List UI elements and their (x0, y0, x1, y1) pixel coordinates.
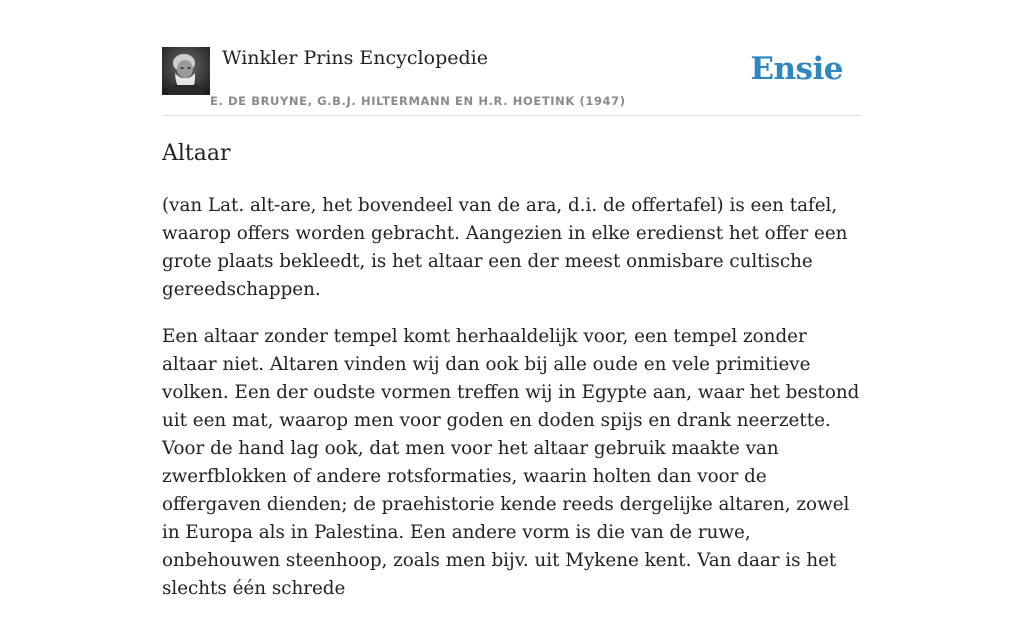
publication-title[interactable]: Winkler Prins Encyclopedie (222, 47, 488, 69)
portrait-icon (162, 47, 210, 95)
article-body (162, 192, 862, 622)
entry-title: Altaar (162, 141, 231, 166)
author-avatar[interactable] (162, 47, 210, 95)
site-header (162, 0, 862, 116)
paragraph: Een altaar zonder tempel komt herhaaldelijk voor, een tempel zonder altaar niet. Altaren vinden wij dan ook bij alle oude en vele primitieve volken. Een der oudste vormen treffen wij in Egypte aan, waar het bestond uit een mat, waarop men voor goden en doden spijs en drank neerzette. Voor de hand lag ook, dat men voor het altaar gebruik maakte van zwerfblokken of andere rotsformaties, waarin holten dan voor de offergaven dienden; de praehistorie kende reeds dergelijke altaren, zowel in Europa als in Palestina. Een andere vorm is die van de ruwe, onbehouwen steenhoop, zoals men bijv. uit Mykene kent. Van daar is het slechts één schrede (162, 326, 860, 599)
author-credits: E. DE BRUYNE, G.B.J. HILTERMANN EN H.R. HOETINK (1947) (210, 94, 626, 108)
brand-logo[interactable]: Ensie (750, 51, 843, 87)
paragraph: (van Lat. alt-are, het bovendeel van de ara, d.i. de offertafel) is een tafel, waarop offers worden gebracht. Aangezien in elke eredienst het offer een grote plaats bekleedt, is het altaar een der meest onmisbare cultische gereedschappen. (162, 195, 848, 300)
